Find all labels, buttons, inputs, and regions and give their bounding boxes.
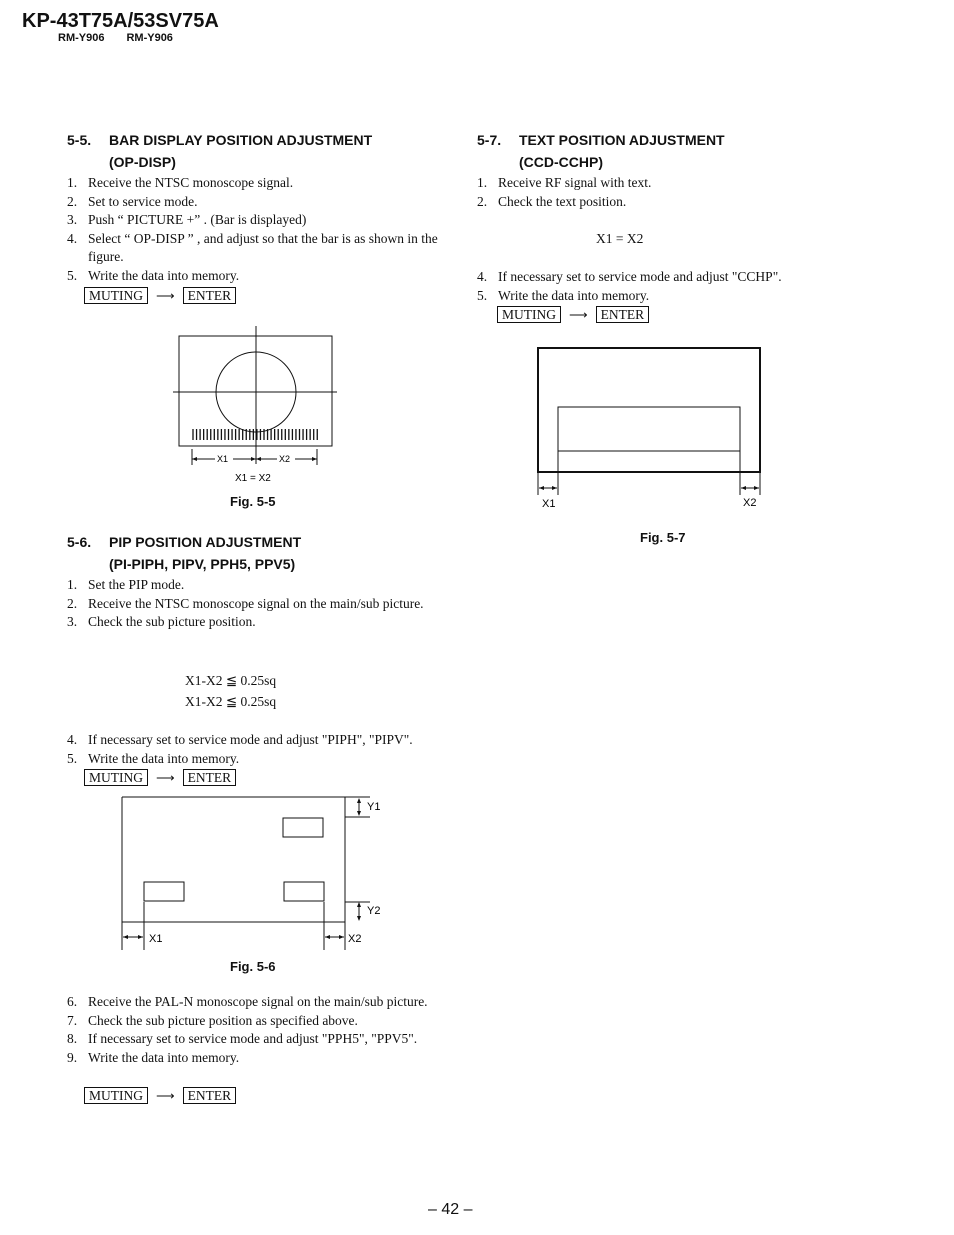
section-5-5-steps bbox=[67, 174, 447, 286]
x2-label: X2 bbox=[279, 454, 291, 464]
step-item: 4. If necessary set to service mode and adjust "CCHP". bbox=[477, 269, 782, 284]
section-5-5-title bbox=[67, 129, 372, 173]
step-item: 2. Receive the NTSC monoscope signal on the main/sub picture. bbox=[67, 595, 424, 611]
step-item: 4. Select “ OP-DISP ” , and adjust so that the bar is as shown in the figure. bbox=[67, 230, 438, 265]
tolerance-equation: X1-X2 ≦ 0.25sq bbox=[185, 673, 277, 688]
step-item: 6. Receive the PAL-N monoscope signal on the main/sub picture. bbox=[67, 994, 428, 1009]
step-item: 1. Receive RF signal with text. bbox=[477, 175, 652, 190]
section-5-6-steps-a bbox=[67, 576, 427, 632]
enter-key: ENTER bbox=[183, 769, 237, 786]
arrow-right-icon: ⟶ bbox=[156, 769, 175, 785]
remote-model: RM-Y906 bbox=[126, 32, 173, 44]
step-item: 3. Check the sub picture position. bbox=[67, 614, 256, 630]
muting-key: MUTING bbox=[497, 306, 561, 323]
remote-models bbox=[58, 32, 195, 44]
step-item: 8. If necessary set to service mode and adjust "PPH5", "PPV5". bbox=[67, 1031, 418, 1047]
model-title: KP-43T75A/53SV75A bbox=[22, 10, 219, 32]
step-item: 9. Write the data into memory. bbox=[67, 1049, 240, 1065]
x1-label: X1 bbox=[217, 454, 229, 464]
tolerance-equation: X1-X2 ≦ 0.25sq bbox=[185, 694, 277, 709]
enter-key: ENTER bbox=[183, 287, 237, 304]
step-item: 2. Check the text position. bbox=[477, 193, 627, 209]
x1-label: X1 bbox=[149, 933, 163, 945]
step-item: 4. If necessary set to service mode and adjust "PIPH", "PIPV". bbox=[67, 732, 413, 747]
x2-label: X2 bbox=[348, 933, 362, 945]
y1-label: Y1 bbox=[367, 801, 381, 813]
equation-label: X1 = X2 bbox=[235, 473, 271, 484]
step-item: 7. Check the sub picture position as specified above. bbox=[67, 1012, 358, 1028]
section-5-6-steps-c bbox=[67, 993, 447, 1067]
section-number: 5-6. bbox=[67, 534, 92, 550]
section-subtitle: (OP-DISP) bbox=[109, 154, 176, 170]
figure-caption: Fig. 5-7 bbox=[640, 530, 686, 545]
section-title: PIP POSITION ADJUSTMENT bbox=[109, 534, 302, 550]
section-title: TEXT POSITION ADJUSTMENT bbox=[519, 132, 725, 148]
section-5-7-steps-b bbox=[477, 268, 877, 305]
x2-label: X2 bbox=[743, 497, 757, 509]
equation: X1 = X2 bbox=[596, 231, 644, 246]
y2-label: Y2 bbox=[367, 905, 381, 917]
step-item: 1. Receive the NTSC monoscope signal. bbox=[67, 175, 294, 190]
step-item: 2. Set to service mode. bbox=[67, 193, 198, 209]
muting-key: MUTING bbox=[84, 769, 148, 786]
enter-key: ENTER bbox=[183, 1087, 237, 1104]
page-number: – 42 – bbox=[428, 1201, 473, 1218]
step-item: 3. Push “ PICTURE +” . (Bar is displayed) bbox=[67, 212, 307, 228]
section-5-6-steps-b bbox=[67, 731, 457, 768]
x1-label: X1 bbox=[542, 498, 556, 510]
section-subtitle: (PI-PIPH, PIPV, PPH5, PPV5) bbox=[109, 556, 296, 572]
key-sequence bbox=[497, 306, 649, 323]
remote-model: RM-Y906 bbox=[58, 32, 105, 44]
section-5-6-title bbox=[67, 531, 301, 575]
arrow-right-icon: ⟶ bbox=[156, 1087, 175, 1103]
arrow-right-icon: ⟶ bbox=[156, 287, 175, 303]
section-number: 5-5. bbox=[67, 132, 92, 148]
step-item: 1. Set the PIP mode. bbox=[67, 577, 185, 592]
figure-caption: Fig. 5-6 bbox=[230, 959, 276, 974]
muting-key: MUTING bbox=[84, 287, 148, 304]
enter-key: ENTER bbox=[596, 306, 650, 323]
figure-caption: Fig. 5-5 bbox=[230, 494, 276, 509]
step-item: 5. Write the data into memory. bbox=[477, 287, 650, 303]
section-title: BAR DISPLAY POSITION ADJUSTMENT bbox=[109, 132, 373, 148]
muting-key: MUTING bbox=[84, 1087, 148, 1104]
section-5-7-title bbox=[477, 129, 725, 173]
key-sequence bbox=[84, 769, 236, 786]
section-subtitle: (CCD-CCHP) bbox=[519, 154, 603, 170]
figure-5-7 bbox=[530, 340, 770, 515]
step-item: 5. Write the data into memory. bbox=[67, 267, 240, 283]
section-5-7-steps-a bbox=[477, 174, 857, 211]
section-number: 5-7. bbox=[477, 132, 502, 148]
arrow-right-icon: ⟶ bbox=[569, 306, 588, 322]
figure-5-6 bbox=[115, 790, 395, 955]
step-item: 5. Write the data into memory. bbox=[67, 750, 240, 766]
key-sequence bbox=[84, 1087, 236, 1104]
figure-5-5 bbox=[165, 322, 350, 487]
key-sequence bbox=[84, 287, 236, 304]
